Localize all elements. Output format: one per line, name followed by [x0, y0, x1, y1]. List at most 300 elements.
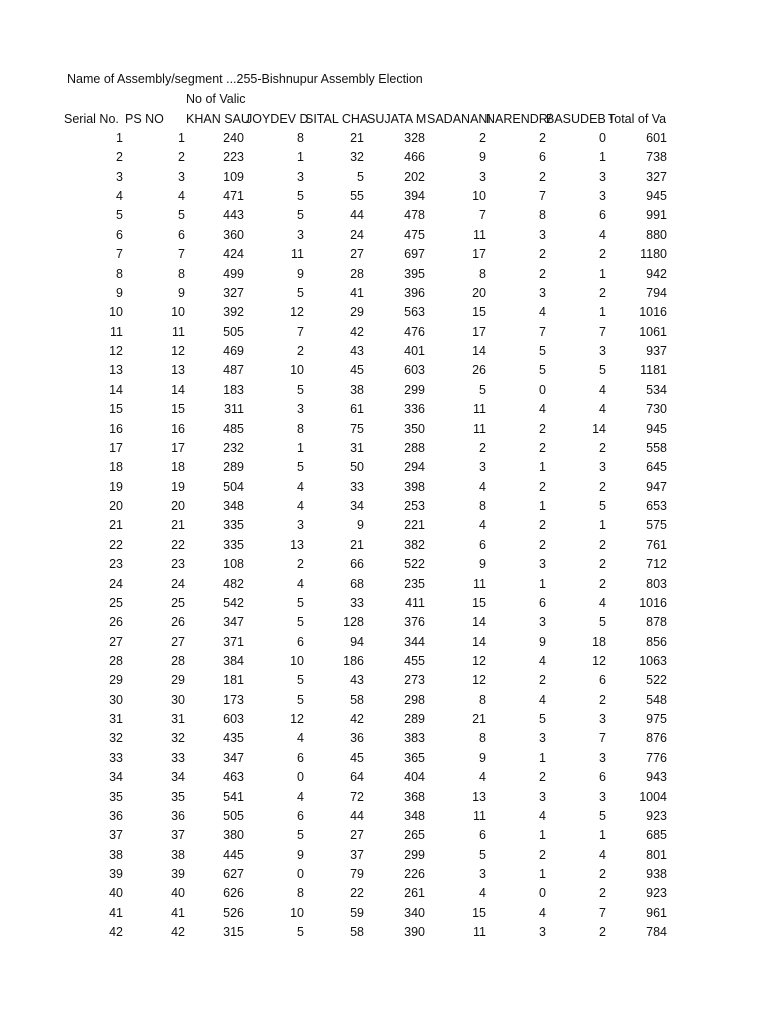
table-cell: 181	[223, 673, 244, 687]
table-cell: 4	[539, 402, 546, 416]
table-cell: 265	[404, 828, 425, 842]
table-cell: 794	[646, 286, 667, 300]
table-cell: 10	[290, 654, 304, 668]
table-cell: 41	[171, 906, 185, 920]
table-cell: 28	[350, 267, 364, 281]
table-cell: 4	[297, 790, 304, 804]
table-cell: 20	[109, 499, 123, 513]
table-cell: 14	[171, 383, 185, 397]
table-cell: 6	[297, 635, 304, 649]
table-cell: 336	[404, 402, 425, 416]
table-cell: 1	[539, 867, 546, 881]
table-cell: 226	[404, 867, 425, 881]
table-cell: 2	[599, 577, 606, 591]
table-cell: 4	[539, 809, 546, 823]
table-cell: 273	[404, 673, 425, 687]
table-cell: 7	[116, 247, 123, 261]
table-cell: 79	[350, 867, 364, 881]
table-cell: 2	[539, 770, 546, 784]
table-cell: 15	[171, 402, 185, 416]
table-cell: 627	[223, 867, 244, 881]
table-cell: 11	[110, 325, 123, 339]
table-cell: 12	[171, 344, 185, 358]
table-cell: 411	[405, 596, 425, 610]
table-cell: 923	[646, 886, 667, 900]
table-cell: 10	[109, 305, 123, 319]
table-cell: 261	[404, 886, 425, 900]
table-cell: 8	[297, 131, 304, 145]
table-cell: 478	[404, 208, 425, 222]
table-cell: 3	[297, 402, 304, 416]
table-cell: 2	[539, 673, 546, 687]
table-cell: 2	[599, 867, 606, 881]
table-cell: 7	[599, 731, 606, 745]
table-cell: 776	[646, 751, 667, 765]
table-cell: 43	[350, 344, 364, 358]
table-cell: 340	[404, 906, 425, 920]
table-cell: 445	[223, 848, 244, 862]
table-cell: 975	[646, 712, 667, 726]
table-cell: 943	[646, 770, 667, 784]
table-cell: 38	[171, 848, 185, 862]
table-cell: 942	[646, 267, 667, 281]
table-cell: 3	[599, 790, 606, 804]
table-cell: 61	[350, 402, 364, 416]
table-cell: 575	[646, 518, 667, 532]
table-cell: 34	[171, 770, 185, 784]
table-cell: 5	[539, 712, 546, 726]
table-cell: 1	[599, 305, 606, 319]
column-header: SITAL CHA	[305, 112, 369, 126]
table-cell: 1016	[639, 596, 667, 610]
table-cell: 1004	[639, 790, 667, 804]
table-cell: 31	[350, 441, 364, 455]
table-cell: 13	[472, 790, 486, 804]
table-cell: 4	[297, 499, 304, 513]
table-cell: 3	[599, 344, 606, 358]
table-cell: 1	[599, 828, 606, 842]
table-cell: 41	[350, 286, 364, 300]
table-cell: 64	[350, 770, 364, 784]
table-cell: 856	[646, 635, 667, 649]
table-cell: 3	[539, 731, 546, 745]
table-cell: 15	[472, 596, 486, 610]
table-cell: 466	[404, 150, 425, 164]
table-cell: 8	[479, 693, 486, 707]
table-cell: 5	[539, 344, 546, 358]
table-cell: 24	[109, 577, 123, 591]
table-cell: 8	[479, 499, 486, 513]
column-header: Serial No.	[64, 112, 119, 126]
table-cell: 22	[350, 886, 364, 900]
table-cell: 2	[539, 848, 546, 862]
table-cell: 3	[599, 712, 606, 726]
table-cell: 14	[472, 344, 486, 358]
table-cell: 3	[479, 170, 486, 184]
table-cell: 2	[599, 286, 606, 300]
table-cell: 1	[599, 267, 606, 281]
table-cell: 11	[473, 422, 486, 436]
table-cell: 17	[472, 325, 486, 339]
table-cell: 350	[404, 422, 425, 436]
table-cell: 2	[599, 925, 606, 939]
table-cell: 10	[171, 305, 185, 319]
table-cell: 37	[350, 848, 364, 862]
table-cell: 24	[171, 577, 185, 591]
table-cell: 4	[599, 402, 606, 416]
table-cell: 12	[290, 712, 304, 726]
table-cell: 4	[116, 189, 123, 203]
table-cell: 15	[109, 402, 123, 416]
table-cell: 9	[539, 635, 546, 649]
table-cell: 240	[223, 131, 244, 145]
table-cell: 697	[404, 247, 425, 261]
table-cell: 22	[171, 538, 185, 552]
column-header: SUJATA M	[367, 112, 427, 126]
table-cell: 6	[297, 809, 304, 823]
table-cell: 2	[539, 518, 546, 532]
table-cell: 5	[297, 460, 304, 474]
table-cell: 991	[646, 208, 667, 222]
table-cell: 1	[539, 499, 546, 513]
table-cell: 947	[646, 480, 667, 494]
table-cell: 3	[539, 790, 546, 804]
table-cell: 961	[646, 906, 667, 920]
table-cell: 548	[646, 693, 667, 707]
table-cell: 108	[223, 557, 244, 571]
table-cell: 3	[539, 925, 546, 939]
table-cell: 347	[223, 751, 244, 765]
table-cell: 8	[539, 208, 546, 222]
table-cell: 32	[109, 731, 123, 745]
table-cell: 4	[539, 654, 546, 668]
table-cell: 6	[539, 150, 546, 164]
table-cell: 5	[297, 208, 304, 222]
table-cell: 3	[599, 170, 606, 184]
table-cell: 360	[223, 228, 244, 242]
table-cell: 4	[479, 480, 486, 494]
table-cell: 335	[223, 538, 244, 552]
table-cell: 42	[109, 925, 123, 939]
table-cell: 4	[297, 577, 304, 591]
sheet-title: Name of Assembly/segment ...255-Bishnupur Assembly Election	[67, 72, 423, 86]
table-cell: 12	[109, 344, 123, 358]
table-cell: 626	[223, 886, 244, 900]
table-cell: 299	[404, 383, 425, 397]
table-cell: 482	[223, 577, 244, 591]
table-cell: 8	[479, 731, 486, 745]
table-cell: 68	[350, 577, 364, 591]
table-cell: 0	[297, 770, 304, 784]
table-cell: 17	[472, 247, 486, 261]
table-cell: 938	[646, 867, 667, 881]
table-cell: 186	[343, 654, 364, 668]
table-cell: 3	[479, 460, 486, 474]
table-cell: 541	[223, 790, 244, 804]
table-cell: 29	[171, 673, 185, 687]
table-cell: 33	[171, 751, 185, 765]
table-cell: 25	[171, 596, 185, 610]
table-cell: 16	[171, 422, 185, 436]
table-cell: 2	[539, 480, 546, 494]
table-cell: 109	[223, 170, 244, 184]
table-cell: 5	[297, 383, 304, 397]
table-cell: 44	[350, 809, 364, 823]
table-cell: 384	[223, 654, 244, 668]
table-cell: 476	[404, 325, 425, 339]
table-cell: 2	[599, 886, 606, 900]
table-cell: 3	[599, 460, 606, 474]
table-cell: 9	[357, 518, 364, 532]
table-cell: 11	[291, 247, 304, 261]
table-cell: 344	[404, 635, 425, 649]
table-cell: 2	[599, 538, 606, 552]
table-cell: 72	[350, 790, 364, 804]
table-cell: 9	[116, 286, 123, 300]
table-cell: 11	[473, 925, 486, 939]
table-cell: 4	[539, 305, 546, 319]
table-cell: 4	[479, 770, 486, 784]
table-cell: 28	[109, 654, 123, 668]
table-cell: 173	[223, 693, 244, 707]
table-cell: 6	[479, 828, 486, 842]
table-cell: 327	[223, 286, 244, 300]
table-cell: 43	[350, 673, 364, 687]
table-cell: 3	[539, 557, 546, 571]
table-cell: 475	[404, 228, 425, 242]
table-cell: 945	[646, 189, 667, 203]
table-cell: 20	[472, 286, 486, 300]
table-cell: 6	[599, 208, 606, 222]
table-cell: 8	[116, 267, 123, 281]
column-header: PS NO	[125, 112, 164, 126]
table-cell: 39	[109, 867, 123, 881]
table-cell: 3	[539, 615, 546, 629]
table-cell: 1180	[640, 247, 667, 261]
table-cell: 32	[171, 731, 185, 745]
table-cell: 371	[223, 635, 244, 649]
table-cell: 35	[171, 790, 185, 804]
table-cell: 485	[223, 422, 244, 436]
table-cell: 27	[350, 828, 364, 842]
table-cell: 2	[539, 267, 546, 281]
table-cell: 5	[479, 383, 486, 397]
table-cell: 395	[404, 267, 425, 281]
table-cell: 9	[178, 286, 185, 300]
table-cell: 13	[290, 538, 304, 552]
table-cell: 499	[223, 267, 244, 281]
table-cell: 8	[297, 422, 304, 436]
table-cell: 21	[350, 538, 364, 552]
table-cell: 21	[109, 518, 123, 532]
table-cell: 42	[171, 925, 185, 939]
table-cell: 40	[109, 886, 123, 900]
table-cell: 42	[350, 712, 364, 726]
column-header: KHAN SAU	[186, 112, 250, 126]
table-cell: 3	[599, 189, 606, 203]
table-cell: 294	[404, 460, 425, 474]
table-cell: 1	[539, 577, 546, 591]
table-cell: 7	[178, 247, 185, 261]
table-cell: 937	[646, 344, 667, 358]
table-cell: 128	[343, 615, 364, 629]
table-cell: 1	[539, 460, 546, 474]
table-cell: 94	[350, 635, 364, 649]
table-cell: 12	[472, 673, 486, 687]
table-cell: 328	[404, 131, 425, 145]
table-cell: 7	[599, 906, 606, 920]
table-cell: 12	[592, 654, 606, 668]
sheet-subheader: No of Valic	[186, 92, 246, 106]
table-cell: 6	[479, 538, 486, 552]
table-cell: 443	[223, 208, 244, 222]
table-cell: 2	[297, 344, 304, 358]
table-cell: 5	[178, 208, 185, 222]
table-cell: 299	[404, 848, 425, 862]
table-cell: 455	[404, 654, 425, 668]
table-cell: 1181	[640, 363, 667, 377]
table-cell: 29	[109, 673, 123, 687]
table-cell: 2	[599, 441, 606, 455]
table-cell: 2	[178, 150, 185, 164]
table-cell: 5	[357, 170, 364, 184]
table-cell: 5	[297, 673, 304, 687]
table-cell: 35	[109, 790, 123, 804]
table-cell: 558	[646, 441, 667, 455]
table-cell: 11	[473, 402, 486, 416]
table-cell: 347	[223, 615, 244, 629]
table-cell: 253	[404, 499, 425, 513]
table-cell: 26	[171, 615, 185, 629]
table-cell: 803	[646, 577, 667, 591]
table-cell: 33	[109, 751, 123, 765]
table-cell: 33	[350, 480, 364, 494]
table-cell: 945	[646, 422, 667, 436]
table-cell: 5	[599, 363, 606, 377]
table-cell: 2	[539, 131, 546, 145]
table-cell: 17	[109, 441, 123, 455]
table-cell: 15	[472, 305, 486, 319]
table-cell: 24	[350, 228, 364, 242]
table-cell: 36	[350, 731, 364, 745]
column-header: NARENDR/	[486, 112, 552, 126]
table-cell: 17	[171, 441, 185, 455]
table-cell: 1	[599, 150, 606, 164]
table-cell: 0	[297, 867, 304, 881]
table-cell: 522	[404, 557, 425, 571]
table-cell: 3	[297, 170, 304, 184]
table-cell: 4	[178, 189, 185, 203]
table-cell: 33	[350, 596, 364, 610]
table-cell: 4	[539, 906, 546, 920]
table-cell: 25	[109, 596, 123, 610]
table-cell: 5	[297, 925, 304, 939]
table-cell: 13	[171, 363, 185, 377]
table-cell: 5	[116, 208, 123, 222]
table-cell: 1	[297, 150, 304, 164]
table-cell: 6	[539, 596, 546, 610]
table-cell: 288	[404, 441, 425, 455]
table-cell: 435	[223, 731, 244, 745]
table-cell: 327	[646, 170, 667, 184]
table-cell: 2	[599, 247, 606, 261]
table-cell: 348	[404, 809, 425, 823]
table-cell: 44	[350, 208, 364, 222]
table-cell: 5	[599, 615, 606, 629]
table-cell: 398	[404, 480, 425, 494]
table-cell: 3	[479, 867, 486, 881]
table-cell: 11	[473, 228, 486, 242]
table-cell: 18	[171, 460, 185, 474]
table-cell: 401	[404, 344, 425, 358]
table-cell: 10	[290, 363, 304, 377]
table-cell: 2	[539, 441, 546, 455]
table-cell: 335	[223, 518, 244, 532]
table-cell: 5	[599, 809, 606, 823]
table-cell: 0	[539, 383, 546, 397]
table-cell: 876	[646, 731, 667, 745]
table-cell: 289	[404, 712, 425, 726]
table-cell: 4	[599, 228, 606, 242]
table-cell: 2	[599, 693, 606, 707]
table-cell: 6	[599, 673, 606, 687]
table-cell: 27	[350, 247, 364, 261]
table-cell: 14	[472, 615, 486, 629]
table-cell: 18	[592, 635, 606, 649]
table-cell: 2	[539, 422, 546, 436]
table-cell: 3	[599, 751, 606, 765]
table-cell: 14	[592, 422, 606, 436]
table-cell: 2	[297, 557, 304, 571]
table-cell: 12	[472, 654, 486, 668]
table-cell: 923	[646, 809, 667, 823]
table-cell: 5	[297, 615, 304, 629]
table-cell: 5	[297, 693, 304, 707]
table-cell: 14	[109, 383, 123, 397]
table-cell: 424	[223, 247, 244, 261]
table-cell: 4	[479, 518, 486, 532]
table-cell: 5	[297, 189, 304, 203]
table-cell: 1	[539, 828, 546, 842]
table-cell: 221	[404, 518, 425, 532]
table-cell: 12	[290, 305, 304, 319]
table-cell: 235	[404, 577, 425, 591]
table-cell: 487	[223, 363, 244, 377]
table-cell: 38	[350, 383, 364, 397]
table-cell: 22	[109, 538, 123, 552]
table-cell: 4	[539, 693, 546, 707]
table-cell: 36	[171, 809, 185, 823]
table-cell: 505	[223, 325, 244, 339]
table-cell: 394	[404, 189, 425, 203]
table-cell: 40	[171, 886, 185, 900]
table-cell: 6	[599, 770, 606, 784]
table-cell: 4	[479, 886, 486, 900]
table-cell: 58	[350, 925, 364, 939]
table-cell: 23	[171, 557, 185, 571]
table-cell: 55	[350, 189, 364, 203]
table-cell: 5	[297, 828, 304, 842]
table-cell: 383	[404, 731, 425, 745]
table-cell: 19	[171, 480, 185, 494]
table-cell: 730	[646, 402, 667, 416]
table-cell: 380	[223, 828, 244, 842]
table-cell: 31	[171, 712, 185, 726]
table-cell: 1	[599, 518, 606, 532]
table-cell: 232	[223, 441, 244, 455]
table-cell: 368	[404, 790, 425, 804]
table-cell: 2	[116, 150, 123, 164]
